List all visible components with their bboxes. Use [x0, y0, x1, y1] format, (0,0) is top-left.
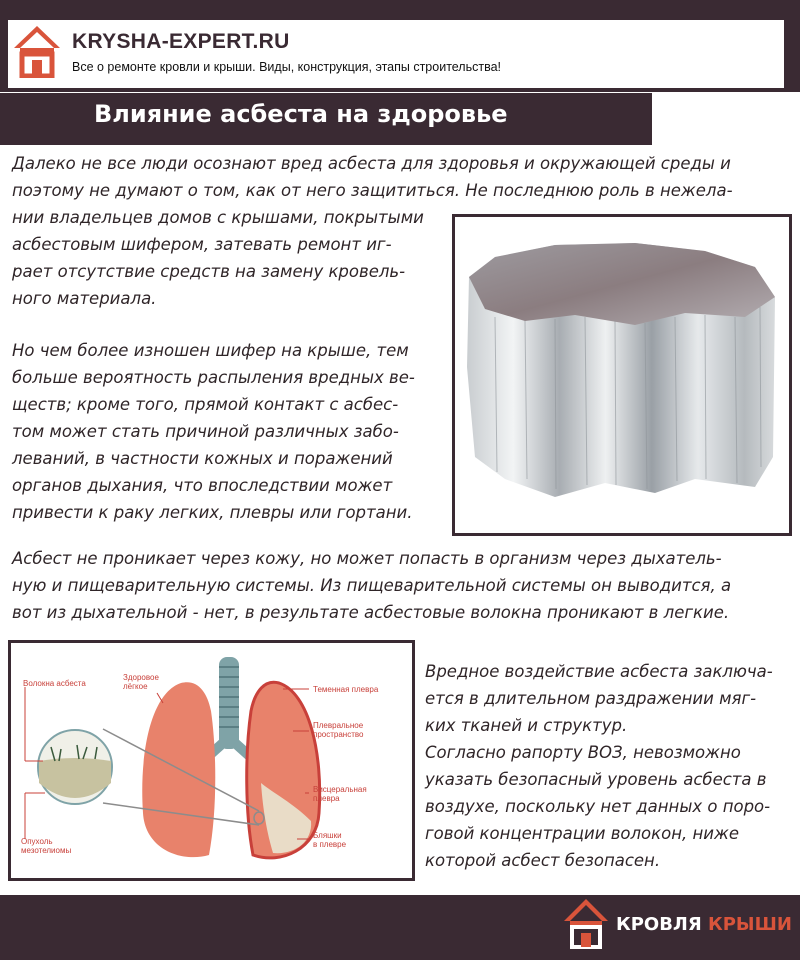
house-icon: [12, 24, 62, 78]
text-line: ного материала.: [12, 289, 157, 308]
label-pleural-space: [313, 721, 363, 739]
text-line: больше вероятность распыления вредных ве-: [12, 368, 415, 387]
asbestos-mineral-illustration: [455, 217, 789, 533]
text-line: леваний, в частности кожных и поражений: [12, 449, 393, 468]
label-line: плевра: [313, 794, 340, 803]
label-line: мезотелиомы: [21, 846, 72, 855]
text-line: привести к раку легких, плевры или гортани.: [12, 503, 413, 522]
text-line: воздухе, поскольку нет данных о поро-: [425, 797, 771, 816]
label-line: Плевральное: [313, 721, 364, 730]
site-tagline: Все о ремонте кровли и крыши. Виды, конструкция, этапы строительства!: [72, 60, 502, 74]
absorption-paragraph: [12, 545, 731, 626]
text-line: вот из дыхательной - нет, в результате асбестовые волокна проникают в легкие.: [12, 603, 730, 622]
text-line: Асбест не проникает через кожу, но может попасть в организм через дыхатель-: [12, 549, 722, 568]
who-report-paragraph: [425, 658, 773, 874]
text-line: Но чем более изношен шифер на крыше, тем: [12, 341, 409, 360]
site-name[interactable]: KRYSHA-EXPERT.RU: [72, 30, 290, 53]
text-line: асбестовым шифером, затевать ремонт иг-: [12, 235, 392, 254]
intro-paragraph: [12, 150, 733, 204]
label-line: пространство: [313, 730, 364, 739]
lungs-diagram: [8, 640, 415, 881]
text-line: Далеко не все люди осознают вред асбеста для здоровья и окружающей среды и: [12, 154, 731, 173]
text-line: рает отсутствие средств на замену кровель-: [12, 262, 406, 281]
owners-paragraph: [12, 204, 424, 312]
label-parietal-pleura: Теменная плевра: [313, 685, 379, 694]
label-plaques: [313, 831, 346, 849]
label-healthy-lung: [123, 673, 159, 691]
footer-brand[interactable]: [616, 914, 792, 935]
label-mesothelioma: [21, 837, 71, 855]
label-line: Бляшки: [313, 831, 342, 840]
healthy-lung: [142, 682, 215, 857]
brand-accent: КРЫШИ: [708, 914, 792, 935]
label-line: Висцеральная: [313, 785, 367, 794]
health-paragraph: [12, 337, 415, 526]
text-line: ких тканей и структур.: [425, 716, 628, 735]
text-line: указать безопасный уровень асбеста в: [425, 770, 767, 789]
text-line: Вредное воздействие асбеста заключа-: [425, 662, 773, 681]
text-line: поэтому не думают о том, как от него защититься. Не последнюю роль в нежела-: [12, 181, 733, 200]
label-fibers: Волокна асбеста: [23, 679, 86, 688]
text-line: ществ; кроме того, прямой контакт с асбес-: [12, 395, 399, 414]
asbestos-mineral-image: [452, 214, 792, 536]
text-line: том может стать причиной различных забо-: [12, 422, 399, 441]
label-line: Здоровое: [123, 673, 159, 682]
label-line: в плевре: [313, 840, 347, 849]
text-line: которой асбест безопасен.: [425, 851, 661, 870]
text-line: органов дыхания, что впоследствии может: [12, 476, 393, 495]
text-line: говой концентрации волокон, ниже: [425, 824, 740, 843]
text-line: Согласно рапорту ВОЗ, невозможно: [425, 743, 741, 762]
text-line: нии владельцев домов с крышами, покрытыми: [12, 208, 424, 227]
house-icon: [562, 895, 610, 951]
text-line: ется в длительном раздражении мяг-: [425, 689, 757, 708]
page-title: Влияние асбеста на здоровье: [94, 100, 508, 128]
label-visceral-pleura: [313, 785, 367, 803]
label-line: лёгкое: [123, 682, 148, 691]
text-line: ную и пищеварительную системы. Из пищеварительной системы он выводится, а: [12, 576, 732, 595]
brand-main: КРОВЛЯ: [616, 914, 702, 935]
magnified-tissue: [38, 730, 112, 804]
label-line: Опухоль: [21, 837, 53, 846]
